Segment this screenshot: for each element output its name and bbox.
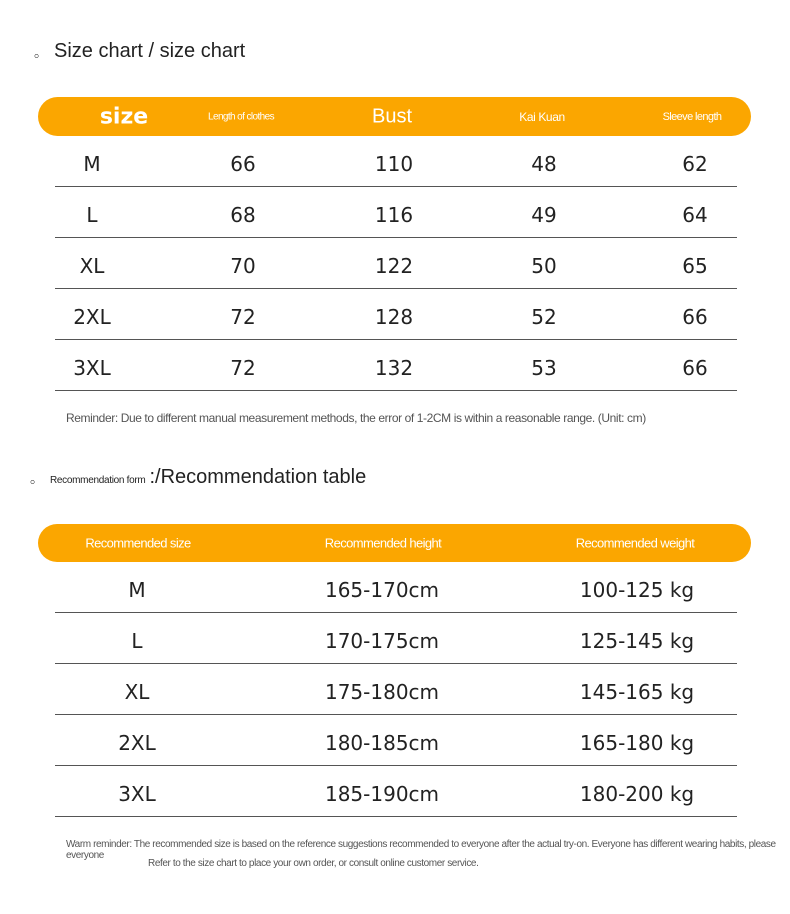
header-recommended-height: Recommended height: [324, 535, 442, 551]
header-kai-kuan: Kai Kuan: [519, 109, 565, 124]
cell-size: 2XL: [73, 305, 111, 329]
cell-height: 180-185cm: [324, 731, 440, 755]
table-row: [55, 613, 737, 664]
table-row: [55, 187, 737, 238]
cell-kai-kuan: 53: [531, 356, 557, 380]
table-row: [55, 136, 737, 187]
size-chart-title: [34, 40, 245, 63]
recommendation-title-small: Recommendation form: [50, 475, 146, 486]
recommendation-title-text: :/Recommendation table: [149, 466, 367, 488]
cell-weight: 145-165 kg: [579, 680, 695, 704]
cell-size: 2XL: [118, 731, 156, 755]
recommendation-title: [30, 466, 366, 489]
cell-sleeve: 62: [682, 152, 708, 176]
cell-height: 170-175cm: [324, 629, 440, 653]
cell-size: L: [131, 629, 143, 653]
cell-sleeve: 65: [682, 254, 708, 278]
cell-size: 3XL: [73, 356, 111, 380]
cell-height: 175-180cm: [324, 680, 440, 704]
recommendation-header: [38, 524, 751, 562]
cell-sleeve: 64: [682, 203, 708, 227]
cell-size: L: [86, 203, 98, 227]
cell-size: M: [83, 152, 101, 176]
cell-size: XL: [79, 254, 105, 278]
table-row: [55, 766, 737, 817]
recommendation-table: [55, 562, 737, 817]
header-recommended-size: Recommended size: [85, 535, 191, 551]
table-row: [55, 238, 737, 289]
cell-size: 3XL: [118, 782, 156, 806]
cell-weight: 125-145 kg: [579, 629, 695, 653]
table-row: [55, 715, 737, 766]
cell-kai-kuan: 52: [531, 305, 557, 329]
cell-weight: 100-125 kg: [579, 578, 695, 602]
cell-weight: 165-180 kg: [579, 731, 695, 755]
cell-length: 72: [230, 356, 256, 380]
cell-sleeve: 66: [682, 356, 708, 380]
cell-height: 165-170cm: [324, 578, 440, 602]
cell-length: 72: [230, 305, 256, 329]
table-row: [55, 340, 737, 391]
table-row: [55, 562, 737, 613]
cell-bust: 132: [374, 356, 414, 380]
recommendation-reminder-line1: Warm reminder: The recommended size is based on the reference suggestions recommended to everyone after the actual try-on. Everyone has different wearing habits, please everyone: [66, 839, 776, 861]
cell-kai-kuan: 49: [531, 203, 557, 227]
recommendation-reminder-line2: Refer to the size chart to place your own order, or consult online customer service.: [148, 858, 479, 869]
size-chart-reminder: Reminder: Due to different manual measurement methods, the error of 1-2CM is within a reasonable range. (Unit: cm): [66, 411, 646, 425]
size-chart-title-text: Size chart / size chart: [54, 40, 246, 62]
size-chart-header: [38, 97, 751, 136]
header-recommended-weight: Recommended weight: [575, 535, 695, 551]
cell-bust: 110: [374, 152, 414, 176]
cell-bust: 116: [374, 203, 414, 227]
cell-sleeve: 66: [682, 305, 708, 329]
cell-height: 185-190cm: [324, 782, 440, 806]
cell-bust: 122: [374, 254, 414, 278]
cell-length: 66: [230, 152, 256, 176]
header-sleeve: Sleeve length: [662, 110, 722, 123]
title-bullet: 。: [34, 44, 48, 60]
title-bullet: 。: [30, 470, 44, 486]
cell-length: 68: [230, 203, 256, 227]
cell-size: M: [128, 578, 146, 602]
header-size: size: [99, 104, 149, 129]
cell-length: 70: [230, 254, 256, 278]
table-row: [55, 664, 737, 715]
table-row: [55, 289, 737, 340]
size-chart-table: [55, 136, 737, 391]
cell-weight: 180-200 kg: [579, 782, 695, 806]
cell-kai-kuan: 48: [531, 152, 557, 176]
cell-kai-kuan: 50: [531, 254, 557, 278]
header-length: Length of clothes: [208, 111, 274, 122]
cell-bust: 128: [374, 305, 414, 329]
cell-size: XL: [124, 680, 150, 704]
header-bust: Bust: [371, 105, 413, 127]
